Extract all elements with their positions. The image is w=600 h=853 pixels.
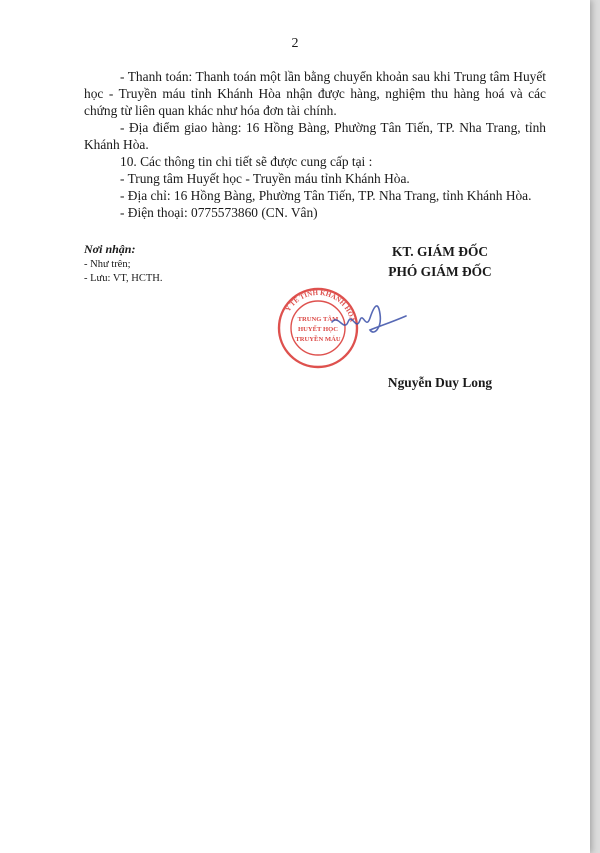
signer-name: Nguyễn Duy Long <box>387 375 493 390</box>
document-body <box>84 68 546 221</box>
recipients-section <box>84 242 163 286</box>
center-name-paragraph: - Trung tâm Huyết học - Truyền máu tỉnh Khánh Hòa. <box>120 171 410 186</box>
recipient-item: - Lưu: VT, HCTH. <box>84 273 163 284</box>
stamp-line: TRUNG TÂM <box>297 316 339 323</box>
recipient-item: - Như trên; <box>84 259 131 270</box>
stamp-line: HUYẾT HỌC <box>298 326 338 333</box>
phone-paragraph: - Điện thoại: 0775573860 (CN. Vân) <box>120 205 318 220</box>
handwritten-signature-icon <box>330 292 410 342</box>
address-paragraph: - Địa chỉ: 16 Hồng Bàng, Phường Tân Tiến, TP. Nha Trang, tỉnh Khánh Hòa. <box>120 188 532 203</box>
signature-title-line2: PHÓ GIÁM ĐỐC <box>388 264 492 279</box>
page-number: 2 <box>291 36 299 51</box>
signature-title-line1: KT. GIÁM ĐỐC <box>391 244 489 259</box>
stamp-line: TRUYỀN MÁU <box>295 336 341 343</box>
stamp-ring-text: Y TẾ TỈNH KHÁNH HÒA <box>283 288 357 323</box>
recipients-heading: Nơi nhận: <box>84 242 136 256</box>
delivery-location-paragraph: - Địa điểm giao hàng: 16 Hồng Bàng, Phường Tân Tiến, TP. Nha Trang, tỉnh Khánh Hòa. <box>84 120 546 152</box>
signature-title-block <box>340 242 540 282</box>
info-heading-paragraph: 10. Các thông tin chi tiết sẽ được cung cấp tại : <box>120 154 373 169</box>
payment-paragraph: - Thanh toán: Thanh toán một lần bằng chuyển khoản sau khi Trung tâm Huyết học - Truyền máu tỉnh Khánh Hòa nhận được hàng, nghiệm thu hàng hoá và các chứng từ liên quan khác như hóa đơn tài chính. <box>84 69 546 118</box>
